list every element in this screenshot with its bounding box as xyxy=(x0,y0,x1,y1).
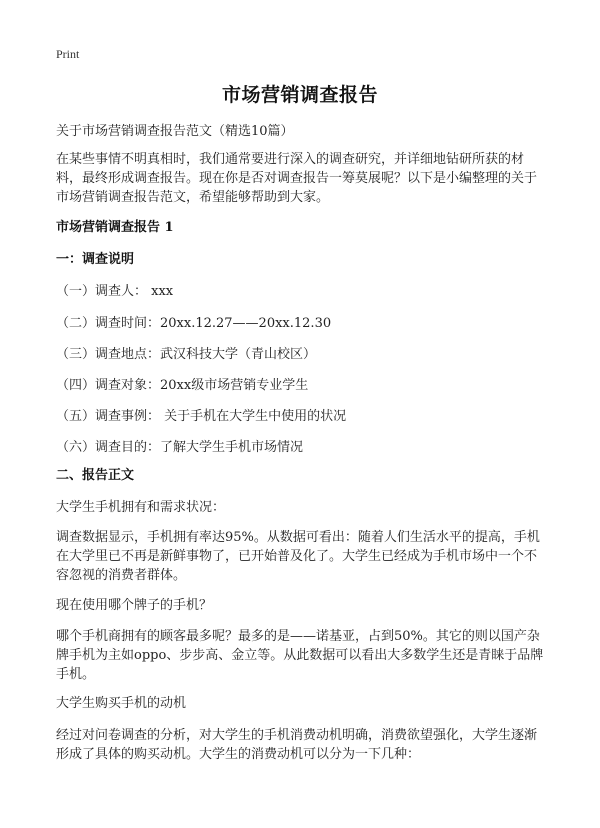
section-heading-report-body: 二、报告正文 xyxy=(56,468,135,483)
body-paragraph: 调查数据显示，手机拥有率达95%。从数据可看出：随着人们生活水平的提高，手机在大学里已不再是新鲜事物了，已开始普及化了。大学生已经成为手机市场中一个不容忽视的消费者群体。 xyxy=(56,530,540,583)
body-paragraph: 现在使用哪个牌子的手机？ xyxy=(56,598,213,613)
survey-item-location: （三）调查地点：武汉科技大学（青山校区） xyxy=(56,347,317,362)
report-heading: 市场营销调查报告 1 xyxy=(56,220,174,235)
body-paragraph: 大学生购买手机的动机 xyxy=(56,696,187,711)
document-title: 市场营销调查报告 xyxy=(221,84,378,106)
survey-item-time: （二）调查时间：20xx.12.27——20xx.12.30 xyxy=(56,316,332,331)
section-heading-survey-notes: 一：调查说明 xyxy=(56,252,135,267)
survey-item-purpose: （六）调查目的：了解大学生手机市场情况 xyxy=(56,440,304,455)
body-paragraph: 哪个手机商拥有的顾客最多呢？最多的是——诺基亚，占到50%。其它的则以国产杂牌手机为主如oppo、步步高、金立等。从此数据可以看出大多数学生还是青睐于品牌手机。 xyxy=(56,629,544,682)
survey-item-subjects: （四）调查对象：20xx级市场营销专业学生 xyxy=(56,378,309,393)
survey-item-investigator: （一）调查人： xxx xyxy=(56,284,174,299)
document-subtitle: 关于市场营销调查报告范文（精选10篇） xyxy=(56,124,294,139)
intro-paragraph: 在某些事情不明真相时，我们通常要进行深入的调查研究，并详细地钻研所获的材料，最终形成调查报告。现在你是否对调查报告一筹莫展呢？以下是小编整理的关于市场营销调查报告范文，希望能够帮助到大家。 xyxy=(56,152,538,205)
body-paragraph: 经过对问卷调查的分析，对大学生的手机消费动机明确，消费欲望强化，大学生逐渐形成了具体的购买动机。大学生的消费动机可以分为一下几种： xyxy=(56,728,538,762)
body-paragraph: 大学生手机拥有和需求状况： xyxy=(56,500,226,515)
survey-item-topic: （五）调查事例： 关于手机在大学生中使用的状况 xyxy=(56,409,347,424)
print-link[interactable]: Print xyxy=(56,47,80,61)
